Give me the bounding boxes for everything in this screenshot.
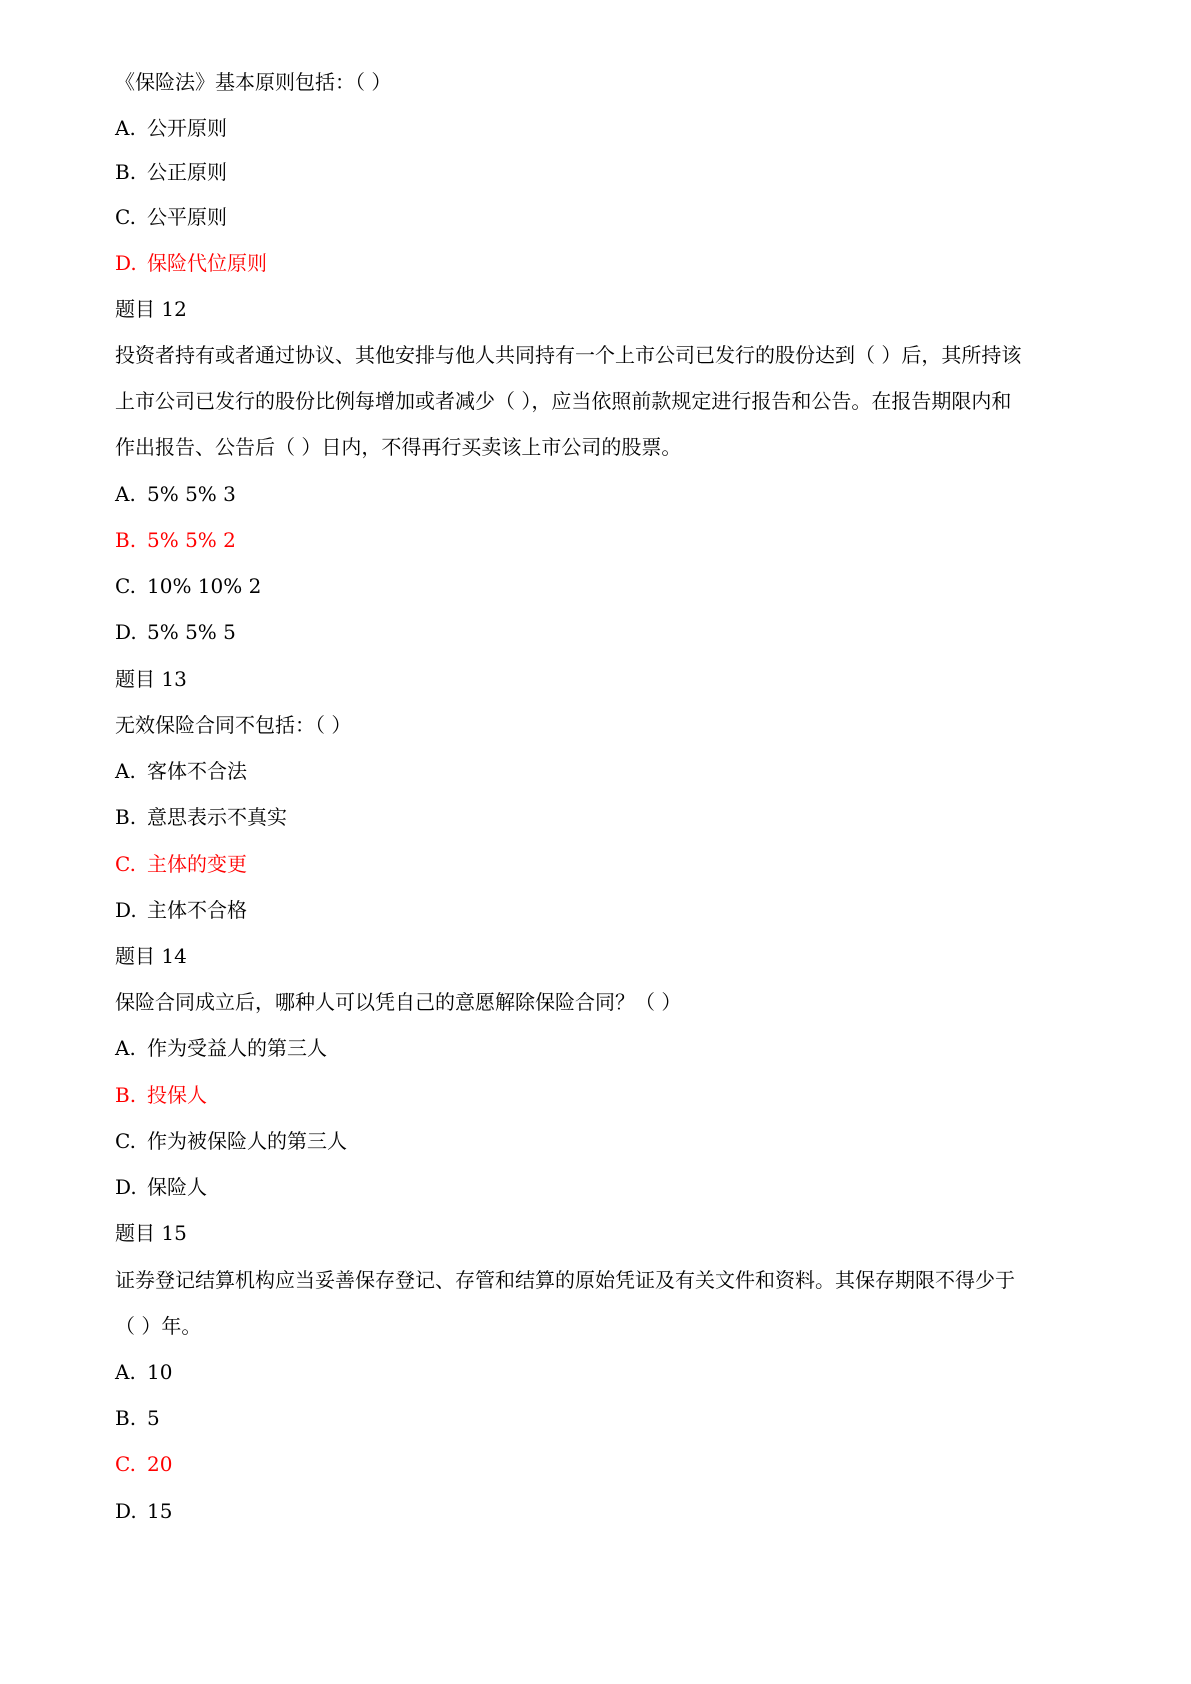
- option-d: [115, 898, 1075, 922]
- option-b: [115, 1406, 1075, 1430]
- option-label: B.: [115, 528, 137, 552]
- option-b: [115, 160, 1075, 184]
- question-stem: 保险合同成立后，哪种人可以凭自己的意愿解除保险合同？（ ）: [115, 990, 682, 1014]
- option-label: D.: [115, 1499, 137, 1523]
- option-label: C.: [115, 852, 136, 876]
- option-text: 公开原则: [147, 116, 227, 140]
- option-label: D.: [115, 1175, 137, 1199]
- option-text: 公平原则: [147, 205, 227, 229]
- option-c-correct: [115, 1452, 1075, 1476]
- option-c-correct: [115, 852, 1075, 876]
- option-b-correct: [115, 1083, 1075, 1107]
- option-label: A.: [115, 1036, 136, 1060]
- option-d-correct: [115, 251, 1075, 275]
- option-label: A.: [115, 482, 136, 506]
- question-title: 题目 13: [115, 667, 187, 691]
- question-stem: 《保险法》基本原则包括：（ ）: [115, 70, 392, 94]
- option-label: A.: [115, 759, 136, 783]
- option-label: D.: [115, 898, 137, 922]
- option-b-correct: [115, 528, 1075, 552]
- option-label: B.: [115, 1083, 137, 1107]
- option-d: [115, 1175, 1075, 1199]
- option-text: 10% 10% 2: [147, 574, 262, 598]
- option-c: [115, 574, 1075, 598]
- option-text: 客体不合法: [147, 759, 247, 783]
- option-text: 投保人: [147, 1083, 207, 1107]
- question-stem-line-1: 证券登记结算机构应当妥善保存登记、存管和结算的原始凭证及有关文件和资料。其保存期限不得少于: [115, 1268, 1015, 1292]
- option-label: B.: [115, 805, 137, 829]
- option-text: 20: [147, 1452, 173, 1476]
- option-text: 作为被保险人的第三人: [147, 1129, 347, 1153]
- option-c: [115, 1129, 1075, 1153]
- question-title: 题目 15: [115, 1221, 187, 1245]
- option-text: 作为受益人的第三人: [147, 1036, 327, 1060]
- option-text: 5: [147, 1406, 160, 1430]
- option-text: 保险人: [147, 1175, 207, 1199]
- option-a: [115, 1036, 1075, 1060]
- option-a: [115, 759, 1075, 783]
- option-label: A.: [115, 116, 136, 140]
- option-a: [115, 116, 1075, 140]
- option-text: 15: [147, 1499, 173, 1523]
- option-text: 公正原则: [147, 160, 227, 184]
- option-label: C.: [115, 205, 136, 229]
- option-a: [115, 482, 1075, 506]
- option-label: C.: [115, 1129, 136, 1153]
- option-label: B.: [115, 160, 137, 184]
- option-text: 主体的变更: [147, 852, 247, 876]
- option-b: [115, 805, 1075, 829]
- option-d: [115, 1499, 1075, 1523]
- option-text: 保险代位原则: [147, 251, 267, 275]
- option-text: 5% 5% 5: [147, 620, 236, 644]
- option-text: 主体不合格: [147, 898, 247, 922]
- question-stem-line-2: （ ）年。: [115, 1314, 202, 1338]
- question-stem: 无效保险合同不包括：（ ）: [115, 713, 352, 737]
- option-label: C.: [115, 574, 136, 598]
- question-stem-line-1: 投资者持有或者通过协议、其他安排与他人共同持有一个上市公司已发行的股份达到（ ）后，其所持该: [115, 343, 1022, 367]
- question-stem-line-2: 上市公司已发行的股份比例每增加或者减少（ ），应当依照前款规定进行报告和公告。在报告期限内和: [115, 389, 1012, 413]
- option-text: 5% 5% 3: [147, 482, 236, 506]
- option-a: [115, 1360, 1075, 1384]
- option-label: A.: [115, 1360, 136, 1384]
- option-text: 意思表示不真实: [147, 805, 287, 829]
- option-label: D.: [115, 251, 137, 275]
- question-stem-line-3: 作出报告、公告后（ ）日内，不得再行买卖该上市公司的股票。: [115, 435, 682, 459]
- option-d: [115, 620, 1075, 644]
- question-title: 题目 12: [115, 297, 187, 321]
- option-text: 5% 5% 2: [147, 528, 236, 552]
- option-label: B.: [115, 1406, 137, 1430]
- option-label: D.: [115, 620, 137, 644]
- option-label: C.: [115, 1452, 136, 1476]
- option-text: 10: [147, 1360, 173, 1384]
- question-title: 题目 14: [115, 944, 187, 968]
- option-c: [115, 205, 1075, 229]
